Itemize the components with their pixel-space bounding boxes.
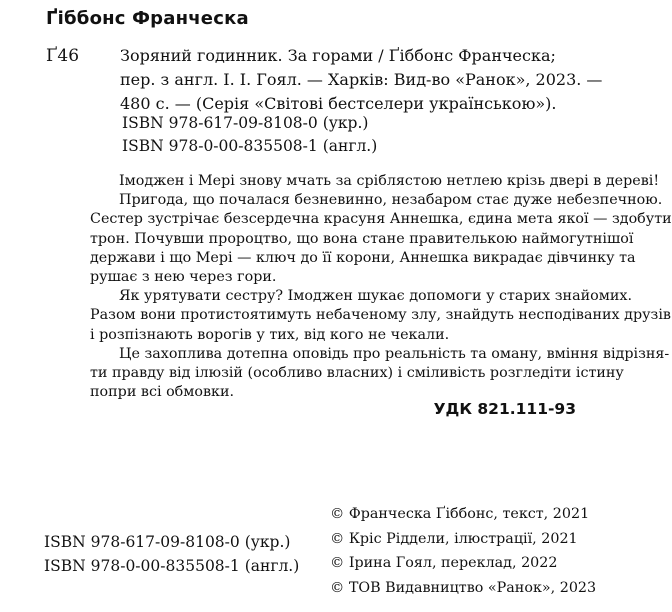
annotation-line: Як урятувати сестру? Імоджен шукає допомоги у старих знайомих. <box>119 288 632 305</box>
annotation-line: Це захоплива дотепна оповідь про реальність та оману, вміння відрізня- <box>119 345 670 362</box>
copyright-line: © Франческа Ґіббонс, текст, 2021 <box>330 506 590 522</box>
annotation-line: Разом вони протистоятимуть небаченому злу, знайдуть несподіваних друзів <box>90 307 671 324</box>
annotation-line: попри всі обмовки. <box>90 384 235 401</box>
isbn-ukr: ISBN 978-617-09-8108-0 (укр.) <box>122 114 369 132</box>
copyright-line: © Ірина Гоял, переклад, 2022 <box>330 555 558 571</box>
isbn-eng: ISBN 978-0-00-835508-1 (англ.) <box>44 557 300 575</box>
annotation-line: Пригода, що почалася безневинно, незабаром стає дуже небезпечною. <box>119 192 663 209</box>
annotation-line: трон. Почувши пророцтво, що вона стане правителькою наймогутнішої <box>90 230 634 247</box>
copyright-line: © ТОВ Видавництво «Ранок», 2023 <box>330 579 597 596</box>
annotation-line: держави і що Мері — ключ до її корони, Аннешка викрадає дівчинку та <box>90 249 636 266</box>
biblio-line: пер. з англ. І. І. Гоял. — Харків: Вид-во «Ранок», 2023. — <box>120 70 603 89</box>
author-heading: Ґіббонс Франческа <box>46 8 249 29</box>
isbn-block-bottom <box>44 530 299 578</box>
biblio-line: Зоряний годинник. За горами / Ґіббонс Франческа; <box>120 46 556 65</box>
isbn-ukr: ISBN 978-617-09-8108-0 (укр.) <box>44 533 291 551</box>
annotation-line: і розпізнають ворогів у тих, від кого не чекали. <box>90 326 450 343</box>
annotation-line: Сестер зустрічає безсердечна красуня Аннешка, єдина мета якої — здобути <box>90 211 672 228</box>
bibliographic-description <box>120 44 603 116</box>
annotation <box>90 172 672 402</box>
copyright-line: © Кріс Ріддели, ілюстрації, 2021 <box>330 530 578 547</box>
annotation-line: рушає з нею через гори. <box>90 269 277 286</box>
isbn-eng: ISBN 978-0-00-835508-1 (англ.) <box>122 137 378 155</box>
copyright-block <box>330 502 596 600</box>
udk-code: УДК 821.111-93 <box>433 400 576 418</box>
classification-code: Ґ46 <box>46 46 80 66</box>
annotation-line: ти правду від ілюзій (особливо власних) і сміливість розгледіти істину <box>90 365 624 382</box>
biblio-line: 480 с. — (Серія «Світові бестселери українською»). <box>120 94 557 113</box>
isbn-block-top <box>122 112 377 158</box>
annotation-line: Імоджен і Мері знову мчать за сріблястою нетлею крізь двері в дереві! <box>119 173 660 189</box>
